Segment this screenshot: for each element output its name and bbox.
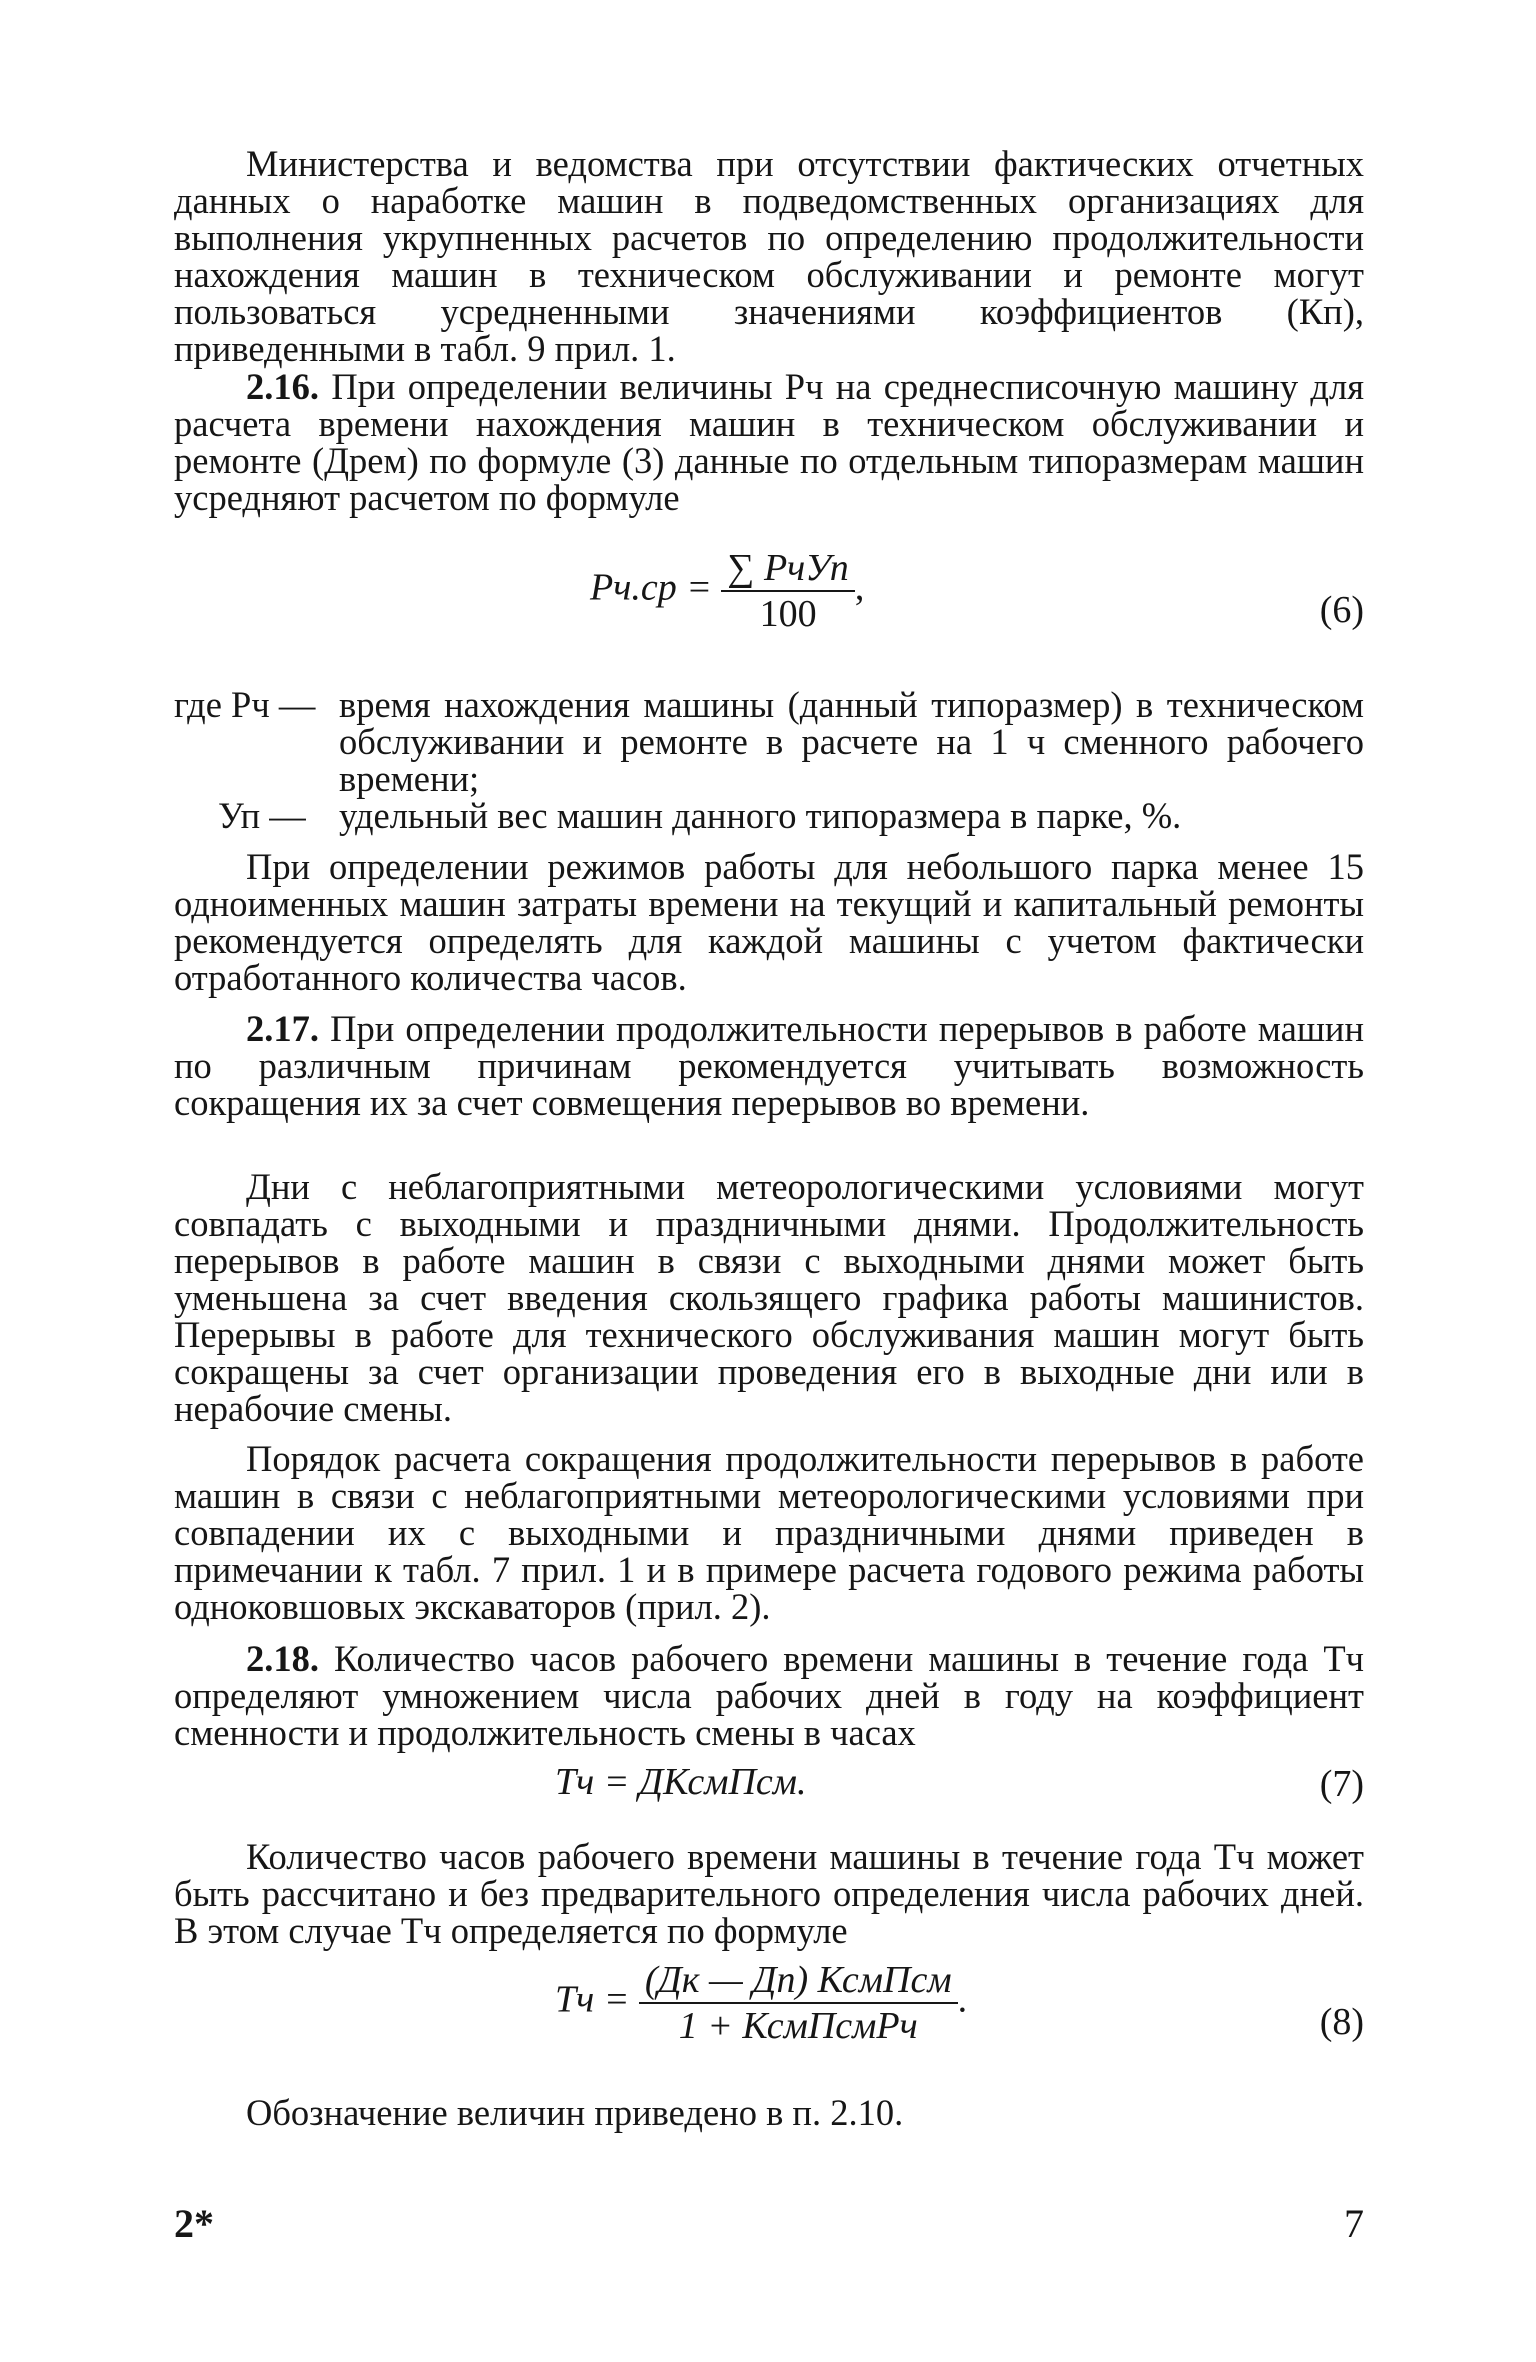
formula-6-lhs: Рч.ср =: [590, 566, 712, 609]
paragraph-2-18: [174, 1640, 1364, 1751]
definition-text: время нахождения машины (данный типоразмер) в техническом обслуживании и ремонте в расчете на 1 ч сменного рабочего времени;: [339, 684, 1364, 799]
definition-row: [174, 797, 1364, 834]
definition-term: где Рч —: [174, 684, 316, 725]
formula-6-denominator: 100: [759, 593, 817, 635]
formula-6-tail: ,: [854, 566, 865, 609]
definition-row: [174, 686, 1364, 797]
formula-6: [590, 548, 864, 634]
paragraph-weather-days: Дни с неблагоприятными метеорологическими условиями могут совпадать с выходными и праздничными днями. Продолжительность перерывов в работе машин в связи с выходными днями может быть уменьшена за счет введения скользящего графика работы машинистов. Перерывы в работе для технического обслуживания машин могут быть сокращены за счет организации проведения его в выходные дни или в нерабочие смены.: [174, 1166, 1364, 1429]
clause-number-2-17: 2.17.: [246, 1008, 319, 1049]
formula-8-tail: .: [957, 1978, 968, 2021]
formula-8: [555, 1960, 967, 2046]
paragraph-2-18-text: Количество часов рабочего времени машины в течение года Тч определяют умножением числа рабочих дней в году на коэффициент сменности и продолжительность смены в часах: [174, 1638, 1365, 1753]
paragraph-calculation-order: Порядок расчета сокращения продолжительности перерывов в работе машин в связи с неблагоприятными метеорологическими условиями при совпадении их с выходными и праздничными днями приведен в примечании к табл. 7 прил. 1 и в примере расчета годового режима работы одноковшовых экскаваторов (прил. 2).: [174, 1438, 1364, 1627]
paragraph-small-fleet: При определении режимов работы для небольшого парка менее 15 одноименных машин затраты времени на текущий и капитальный ремонты рекомендуется определять для каждой машины с учетом фактически отработанного количества часов.: [174, 846, 1364, 998]
paragraph-2-16: [174, 368, 1364, 516]
formula-6-fraction: [721, 548, 854, 634]
formula-8-number: (8): [1319, 2001, 1364, 2043]
paragraph-2-17-text: При определении продолжительности перерывов в работе машин по различным причинам рекомендуется учитывать возможность сокращения их за счет совмещения перерывов во времени.: [174, 1008, 1365, 1123]
formula-6-numerator: ∑ РчУп: [721, 548, 854, 592]
formula-8-fraction: [639, 1960, 958, 2046]
page-number: 7: [1344, 2201, 1364, 2246]
paragraph-notation: Обозначение величин приведено в п. 2.10.: [246, 2092, 904, 2133]
formula-8-denominator: 1 + КсмПсмРч: [678, 2005, 918, 2047]
paragraph-2-17: [174, 1010, 1364, 1121]
formula-7-number: (7): [1319, 1763, 1364, 1805]
paragraph-2-16-text: При определении величины Рч на среднесписочную машину для расчета времени нахождения машин в техническом обслуживании и ремонте (Дрем) по формуле (3) данные по отдельным типоразмерам машин усредняют расчетом по формуле: [174, 366, 1364, 518]
signature-mark: 2*: [174, 2201, 214, 2246]
definitions-list: [174, 686, 1364, 834]
paragraph-annual-hours: Количество часов рабочего времени машины в течение года Тч может быть рассчитано и без предварительного определения числа рабочих дней. В этом случае Тч определяется по формуле: [174, 1836, 1364, 1951]
formula-6-number: (6): [1319, 589, 1364, 631]
formula-8-lhs: Тч =: [555, 1978, 630, 2021]
paragraph-ministries: Министерства и ведомства при отсутствии фактических отчетных данных о наработке машин в подведомственных организациях для выполнения укрупненных расчетов по определению продолжительности нахождения машин в техническом обслуживании и ремонте могут пользоваться усредненными значениями коэффициентов (Кп), приведенными в табл. 9 прил. 1.: [174, 143, 1364, 369]
definition-term: Уп —: [218, 795, 306, 836]
formula-8-numerator: (Дк — Дп) КсмПсм: [639, 1960, 958, 2004]
clause-number-2-16: 2.16.: [246, 366, 319, 407]
formula-7: Тч = ДКсмПсм.: [555, 1761, 807, 1803]
clause-number-2-18: 2.18.: [246, 1638, 319, 1679]
definition-text: удельный вес машин данного типоразмера в парке, %.: [339, 795, 1182, 836]
